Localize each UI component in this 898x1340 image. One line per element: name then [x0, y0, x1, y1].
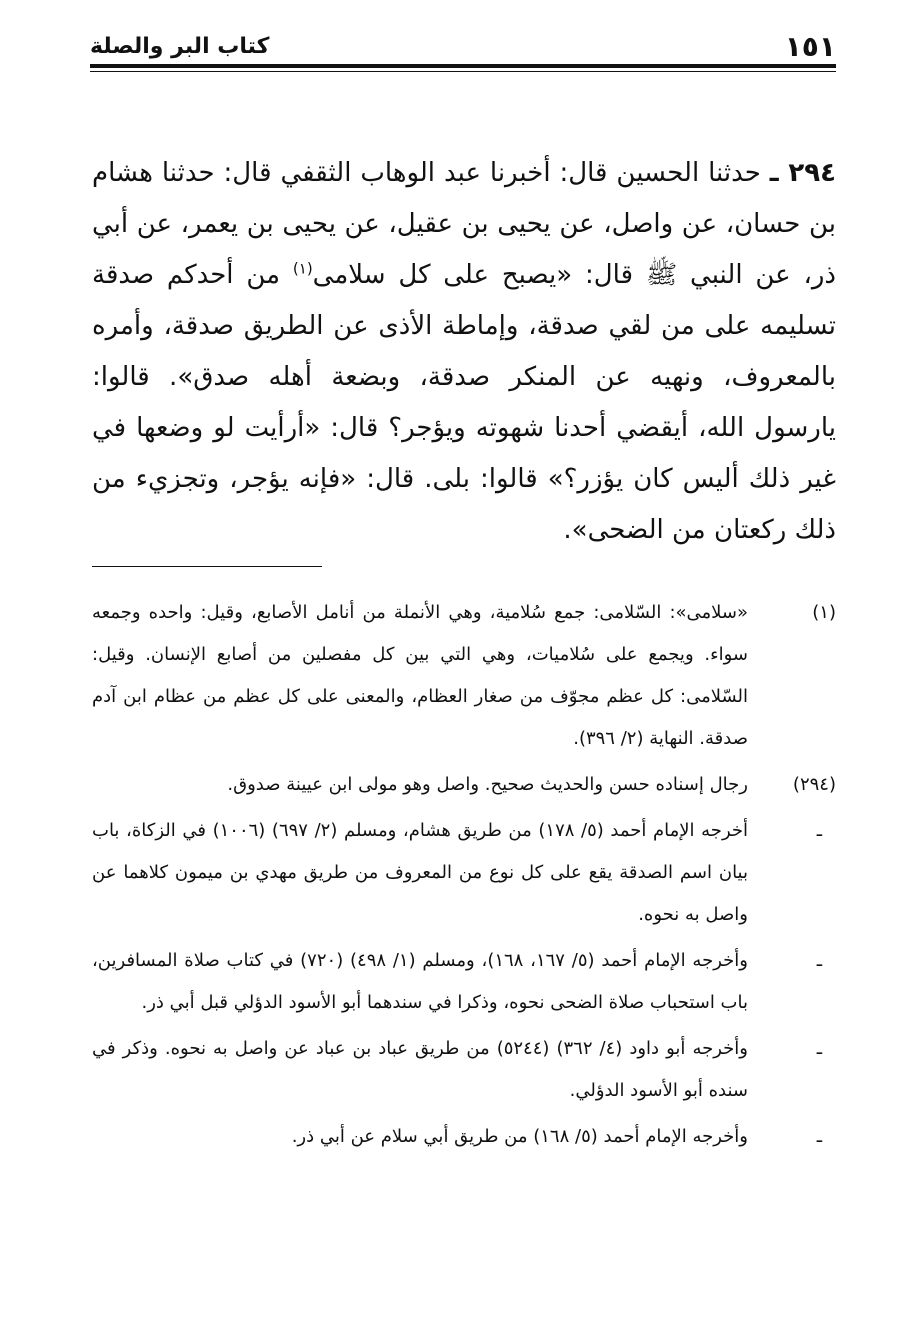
header-rule-thick	[90, 64, 836, 68]
footnote-item	[92, 1028, 836, 1112]
footnote-marker: (١)	[812, 602, 836, 623]
bullet-dash: ـ	[816, 820, 822, 841]
footnote-text: «سلامى»: السّلامى: جمع سُلامية، وهي الأنملة من أنامل الأصابع، وقيل: واحده وجمعه سواء. ويجمع على سُلاميات، وهي التي بين كل مفصلين من أصابع الإنسان. وقيل: السّلامى: كل عظم مجوّف من صغار العظام، والمعنى على كل عظم من عظام ابن آدم صدقة. النهاية (٢/ ٣٩٦).	[92, 602, 748, 749]
footnote-1	[92, 592, 836, 760]
bullet-dash: ـ	[816, 1126, 822, 1147]
footnote-text: رجال إسناده حسن والحديث صحيح. واصل وهو مولى ابن عيينة صدوق.	[227, 774, 748, 795]
footnote-294	[92, 764, 836, 806]
footnote-item	[92, 940, 836, 1024]
footnote-item	[92, 810, 836, 936]
bullet-dash: ـ	[816, 950, 822, 971]
footnote-item-text: وأخرجه أبو داود (٤/ ٣٦٢) (٥٢٤٤) من طريق عباد بن عباد عن واصل به نحوه. وذكر في سنده أبو الأسود الدؤلي.	[92, 1038, 748, 1101]
hadith-text	[92, 148, 836, 556]
hadith-text-part-2: من أحدكم صدقة تسليمه على من لقي صدقة، وإماطة الأذى عن الطريق صدقة، وأمره بالمعروف، ونهيه عن المنكر صدقة، وبضعة أهله صدق». قالوا: يارسول الله، أيقضي أحدنا شهوته ويؤجر؟ قال: «أرأيت لو وضعها في غير ذلك أليس كان يؤزر؟» قالوا: بلى. قال: «فإنه يؤجر، وتجزيء من ذلك ركعتان من الضحى».	[92, 260, 836, 545]
footnote-item-text: وأخرجه الإمام أحمد (٥/ ١٦٨) من طريق أبي سلام عن أبي ذر.	[291, 1126, 748, 1147]
footnote-item-text: وأخرجه الإمام أحمد (٥/ ١٦٧، ١٦٨)، ومسلم (١/ ٤٩٨) (٧٢٠) في كتاب صلاة المسافرين، باب استحباب صلاة الضحى نحوه، وذكرا في سندهما أبو الأسود الدؤلي قبل أبي ذر.	[92, 950, 748, 1013]
running-title: كتاب البر والصلة	[90, 34, 270, 59]
footnote-item-text: أخرجه الإمام أحمد (٥/ ١٧٨) من طريق هشام، ومسلم (٢/ ٦٩٧) (١٠٠٦) في الزكاة، باب بيان اسم الصدقة يقع على كل نوع من المعروف من طريق مهدي بن ميمون كلاهما عن واصل به نحوه.	[92, 820, 748, 925]
bullet-dash: ـ	[816, 1038, 822, 1059]
footnote-marker: (٢٩٤)	[792, 774, 836, 795]
footnote-separator	[92, 566, 322, 567]
hadith-number: ٢٩٤ ـ	[769, 158, 836, 188]
footnote-reference: (١)	[292, 259, 313, 278]
hadith-text-part-1: حدثنا الحسين قال: أخبرنا عبد الوهاب الثقفي قال: حدثنا هشام بن حسان، عن واصل، عن يحيى بن عقيل، عن يحيى بن يعمر، عن أبي ذر، عن النبي ﷺ قال: «يصبح على كل سلامى	[92, 158, 836, 290]
page-number: ١٥١	[784, 30, 836, 63]
footnote-item	[92, 1116, 836, 1158]
footnotes	[92, 592, 836, 1158]
header-rule-thin	[90, 71, 836, 72]
